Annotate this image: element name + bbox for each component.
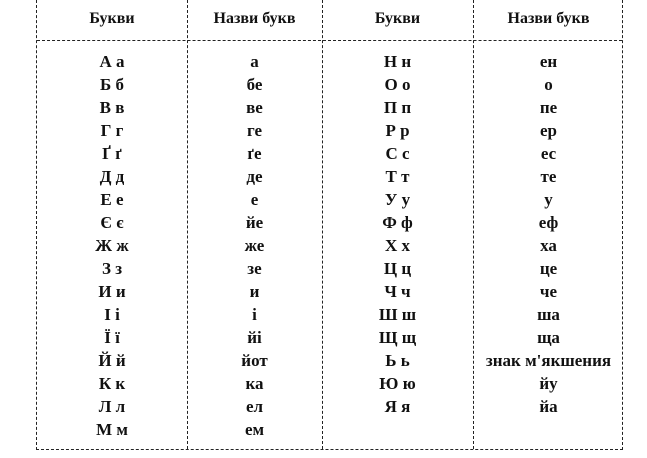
letter-cell: Я я — [384, 397, 411, 416]
letter-cell: С с — [385, 144, 410, 163]
letter-name-cell: у — [544, 190, 553, 209]
letter-cell: П п — [383, 98, 412, 117]
letter-cell: Щ щ — [378, 328, 417, 347]
letter-name-cell: зе — [247, 259, 262, 278]
letter-name-cell: йу — [539, 374, 558, 393]
column-names-left — [187, 50, 322, 441]
letter-name-cell: йе — [245, 213, 264, 232]
letter-cell: Ж ж — [95, 236, 129, 255]
letter-cell: Ч ч — [384, 282, 411, 301]
letter-cell: У у — [384, 190, 411, 209]
letter-cell: Ґ ґ — [102, 144, 122, 163]
letter-name-cell: че — [539, 282, 558, 301]
letter-cell: Е е — [100, 190, 124, 209]
header-divider — [37, 40, 622, 41]
letter-name-cell: ем — [244, 420, 265, 439]
letter-name-cell: йот — [241, 351, 268, 370]
letter-name-cell: ща — [537, 328, 560, 347]
letter-cell: Т т — [385, 167, 410, 186]
letter-name-cell: і — [252, 305, 257, 324]
letter-name-cell: те — [540, 167, 557, 186]
letter-cell: Ї ї — [104, 328, 120, 347]
letter-name-cell: знак м'якшения — [485, 351, 612, 370]
letter-cell: М м — [96, 420, 128, 439]
letter-cell: А а — [99, 52, 125, 71]
letter-name-cell: ер — [540, 121, 557, 140]
letter-cell: Р р — [385, 121, 410, 140]
letter-name-cell — [473, 418, 624, 441]
letter-name-cell: ша — [537, 305, 560, 324]
letter-cell: Х х — [384, 236, 411, 255]
column-letters-right — [322, 50, 473, 441]
letter-name-cell: ге — [246, 121, 263, 140]
letter-name-cell: и — [249, 282, 260, 301]
header-names-left: Назви букв — [213, 10, 296, 27]
letter-name-cell: йа — [539, 397, 558, 416]
letter-name-cell: ха — [540, 236, 557, 255]
letter-name-cell: ка — [245, 374, 264, 393]
letter-cell: Н н — [383, 52, 412, 71]
letter-cell: Є є — [100, 213, 124, 232]
letter-cell: І і — [104, 305, 120, 324]
column-letters-left — [37, 50, 187, 441]
letter-name-cell: бе — [246, 75, 263, 94]
letter-cell: Й й — [98, 351, 126, 370]
letter-name-cell: де — [246, 167, 263, 186]
header-names-right: Назви букв — [507, 10, 590, 27]
letter-name-cell: о — [544, 75, 553, 94]
letter-name-cell: ве — [246, 98, 263, 117]
letter-cell: Г г — [100, 121, 124, 140]
letter-cell: Ц ц — [383, 259, 412, 278]
letter-cell — [322, 418, 473, 441]
letter-cell: К к — [98, 374, 126, 393]
header-letters-left: Букви — [89, 10, 135, 27]
letter-name-cell: це — [539, 259, 558, 278]
letter-cell: Ь ь — [385, 351, 410, 370]
letter-name-cell: а — [250, 52, 259, 71]
letter-name-cell: йі — [247, 328, 262, 347]
letter-name-cell: еф — [538, 213, 559, 232]
header-letters-right: Букви — [374, 10, 421, 27]
letter-cell: В в — [99, 98, 125, 117]
letter-cell: Ш ш — [378, 305, 417, 324]
column-names-right — [473, 50, 624, 441]
letter-cell: Л л — [98, 397, 126, 416]
letter-name-cell: пе — [539, 98, 558, 117]
letter-cell: Ю ю — [379, 374, 416, 393]
letter-cell: О о — [384, 75, 411, 94]
letter-cell: Ф ф — [382, 213, 413, 232]
letter-name-cell: ен — [539, 52, 558, 71]
letter-name-cell: ел — [245, 397, 264, 416]
letter-cell: И и — [98, 282, 126, 301]
letter-cell: З з — [101, 259, 123, 278]
alphabet-table — [36, 0, 623, 450]
letter-cell: Д д — [99, 167, 125, 186]
letter-name-cell: е — [250, 190, 259, 209]
letter-cell: Б б — [100, 75, 124, 94]
letter-name-cell: же — [244, 236, 265, 255]
letter-name-cell: ес — [540, 144, 557, 163]
letter-name-cell: ґе — [247, 144, 262, 163]
